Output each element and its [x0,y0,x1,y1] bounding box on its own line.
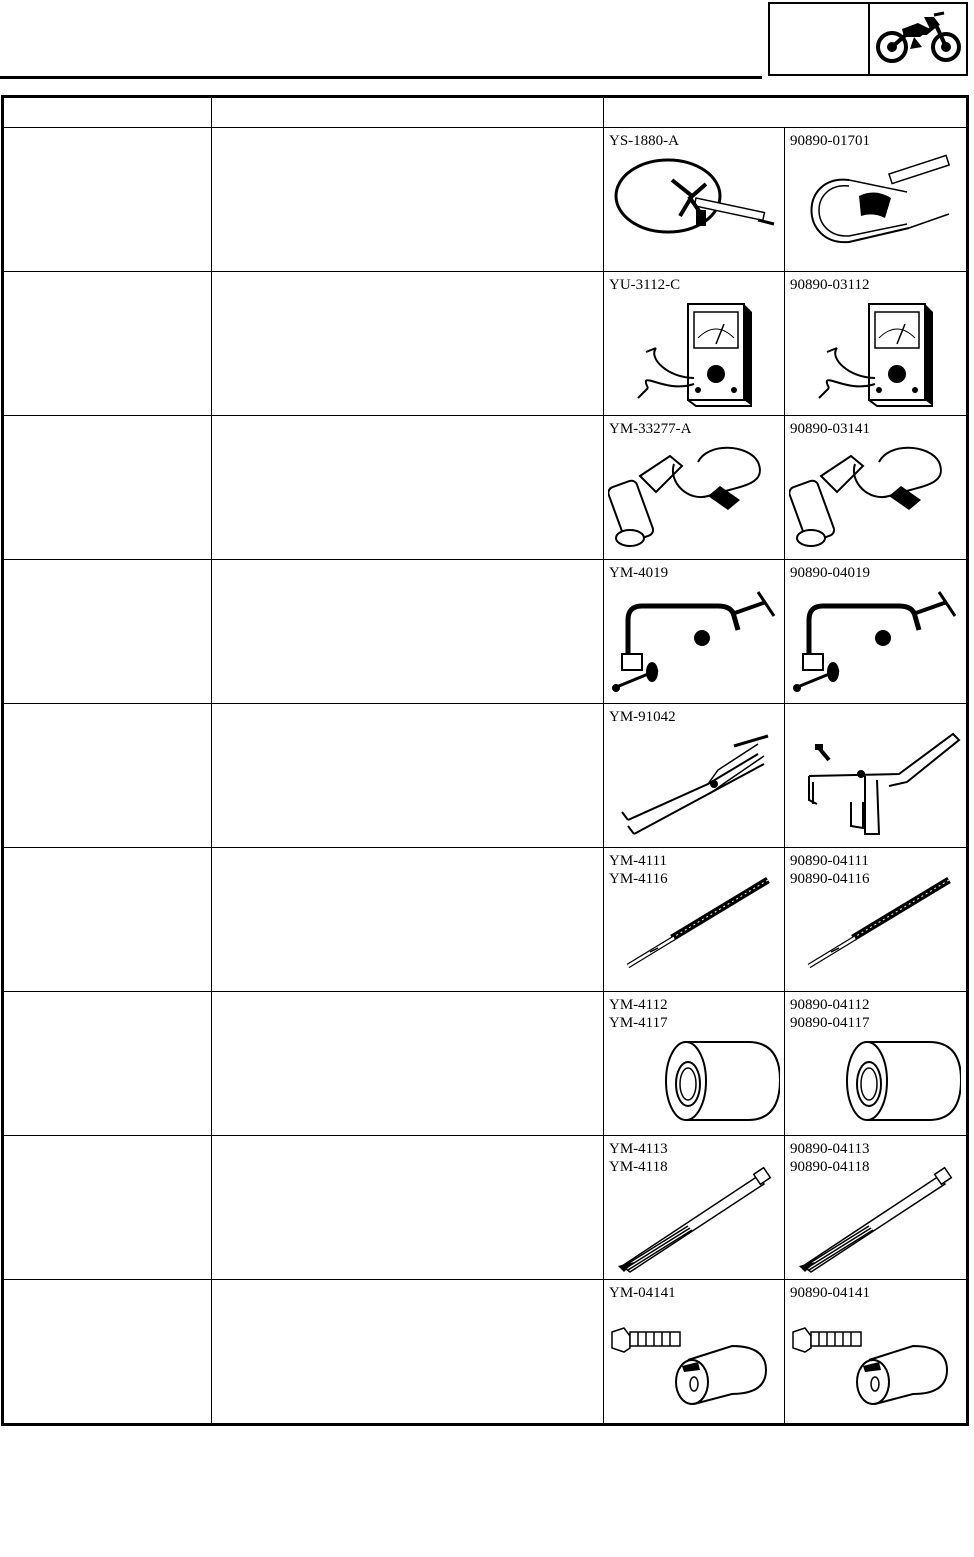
part-number: YS-1880-A [609,133,679,149]
tool-name-cell [212,416,604,560]
valve-spring-compressor-icon [789,586,961,698]
tool-cell-right [785,704,968,848]
valve-spring-compressor-icon [608,586,780,698]
table-row [3,128,968,272]
part-number: 90890-04112 [790,997,870,1013]
table-row [3,272,968,416]
tool-name-cell [212,272,604,416]
tool-part-numbers [609,420,692,438]
clutch-holding-tool-icon [789,730,961,842]
header-box-left-cell [770,4,870,74]
timing-light-icon [789,442,961,554]
tool-name-cell [212,1136,604,1280]
tool-cell-right [785,848,968,992]
part-number: 90890-04113 [790,1141,870,1157]
tool-number-cell [3,560,212,704]
tool-part-numbers [790,1284,870,1302]
valve-guide-installer-icon [789,1018,961,1130]
tool-number-cell [3,128,212,272]
rotor-puller-icon [608,1306,780,1418]
part-number: YU-3112-C [609,277,681,293]
tool-cell-left [604,1280,785,1425]
part-number: YM-91042 [609,709,676,725]
tool-number-cell [3,848,212,992]
table-row [3,704,968,848]
tool-cell-right [785,1136,968,1280]
valve-guide-reamer-icon [608,1162,780,1274]
valve-guide-remover-icon [789,874,961,986]
tool-part-numbers [790,276,869,294]
pocket-tester-icon [608,298,780,410]
valve-guide-installer-icon [608,1018,780,1130]
part-number: YM-4111 [609,853,668,869]
part-number: 90890-04019 [790,565,870,581]
part-number: 90890-03112 [790,277,870,293]
tool-cell-right [785,272,968,416]
part-number: YM-4112 [609,997,668,1013]
tool-cell-left [604,560,785,704]
tool-cell-left [604,128,785,272]
tool-cell-right [785,1280,968,1425]
tool-cell-right [785,128,968,272]
table-row [3,416,968,560]
tool-part-numbers [790,132,870,150]
table-row [3,1136,968,1280]
tool-cell-left [604,992,785,1136]
valve-guide-remover-icon [608,874,780,986]
special-tools-table [1,95,969,1426]
tool-part-numbers [790,420,870,438]
tool-part-numbers [609,1284,676,1302]
piston-pin-puller-icon [608,154,780,266]
tool-number-cell [3,992,212,1136]
tool-number-cell [3,1136,212,1280]
table-row [3,992,968,1136]
tool-cell-left [604,704,785,848]
part-number: 90890-04141 [790,1285,870,1301]
header-cell-tool-name [212,97,604,128]
table-row [3,1280,968,1425]
tool-cell-right [785,992,968,1136]
part-number: 90890-04116 [790,871,870,887]
part-number: YM-4118 [609,1159,668,1175]
header-box [768,2,968,76]
table-row [3,848,968,992]
tool-part-numbers [790,564,870,582]
part-number: YM-04141 [609,1285,676,1301]
timing-light-icon [608,442,780,554]
tool-name-cell [212,992,604,1136]
tool-name-cell [212,848,604,992]
tool-name-cell [212,128,604,272]
tool-cell-left [604,416,785,560]
tool-cell-right [785,416,968,560]
tool-name-cell [212,1280,604,1425]
tool-number-cell [3,272,212,416]
tool-number-cell [3,704,212,848]
part-number: YM-4019 [609,565,669,581]
tool-cell-right [785,560,968,704]
part-number: 90890-01701 [790,133,870,149]
rotor-puller-icon [789,1306,961,1418]
header-cell-tool-number [3,97,212,128]
table-header-row [3,97,968,128]
tool-part-numbers [609,276,680,294]
tool-part-numbers [609,564,668,582]
tool-part-numbers [609,708,676,726]
tool-name-cell [212,704,604,848]
part-number: 90890-04118 [790,1159,870,1175]
part-number: YM-4117 [609,1015,668,1031]
table-row [3,560,968,704]
header-cell-illustration [604,97,968,128]
part-number: YM-4116 [609,871,668,887]
part-number: 90890-03141 [790,421,870,437]
tool-part-numbers [609,132,679,150]
clutch-holding-pliers-icon [608,730,780,842]
tool-cell-left [604,1136,785,1280]
part-number: YM-4113 [609,1141,668,1157]
part-number: 90890-04117 [790,1015,870,1031]
header-rule [0,76,762,79]
valve-guide-reamer-icon [789,1162,961,1274]
tool-number-cell [3,1280,212,1425]
part-number: 90890-04111 [790,853,869,869]
pocket-tester-icon [789,298,961,410]
header-box-icon-cell [870,4,966,74]
tool-number-cell [3,416,212,560]
dirt-bike-icon [874,7,962,72]
tool-cell-left [604,848,785,992]
sheave-holder-icon [789,154,961,266]
tool-cell-left [604,272,785,416]
part-number: YM-33277-A [609,421,692,437]
tool-name-cell [212,560,604,704]
